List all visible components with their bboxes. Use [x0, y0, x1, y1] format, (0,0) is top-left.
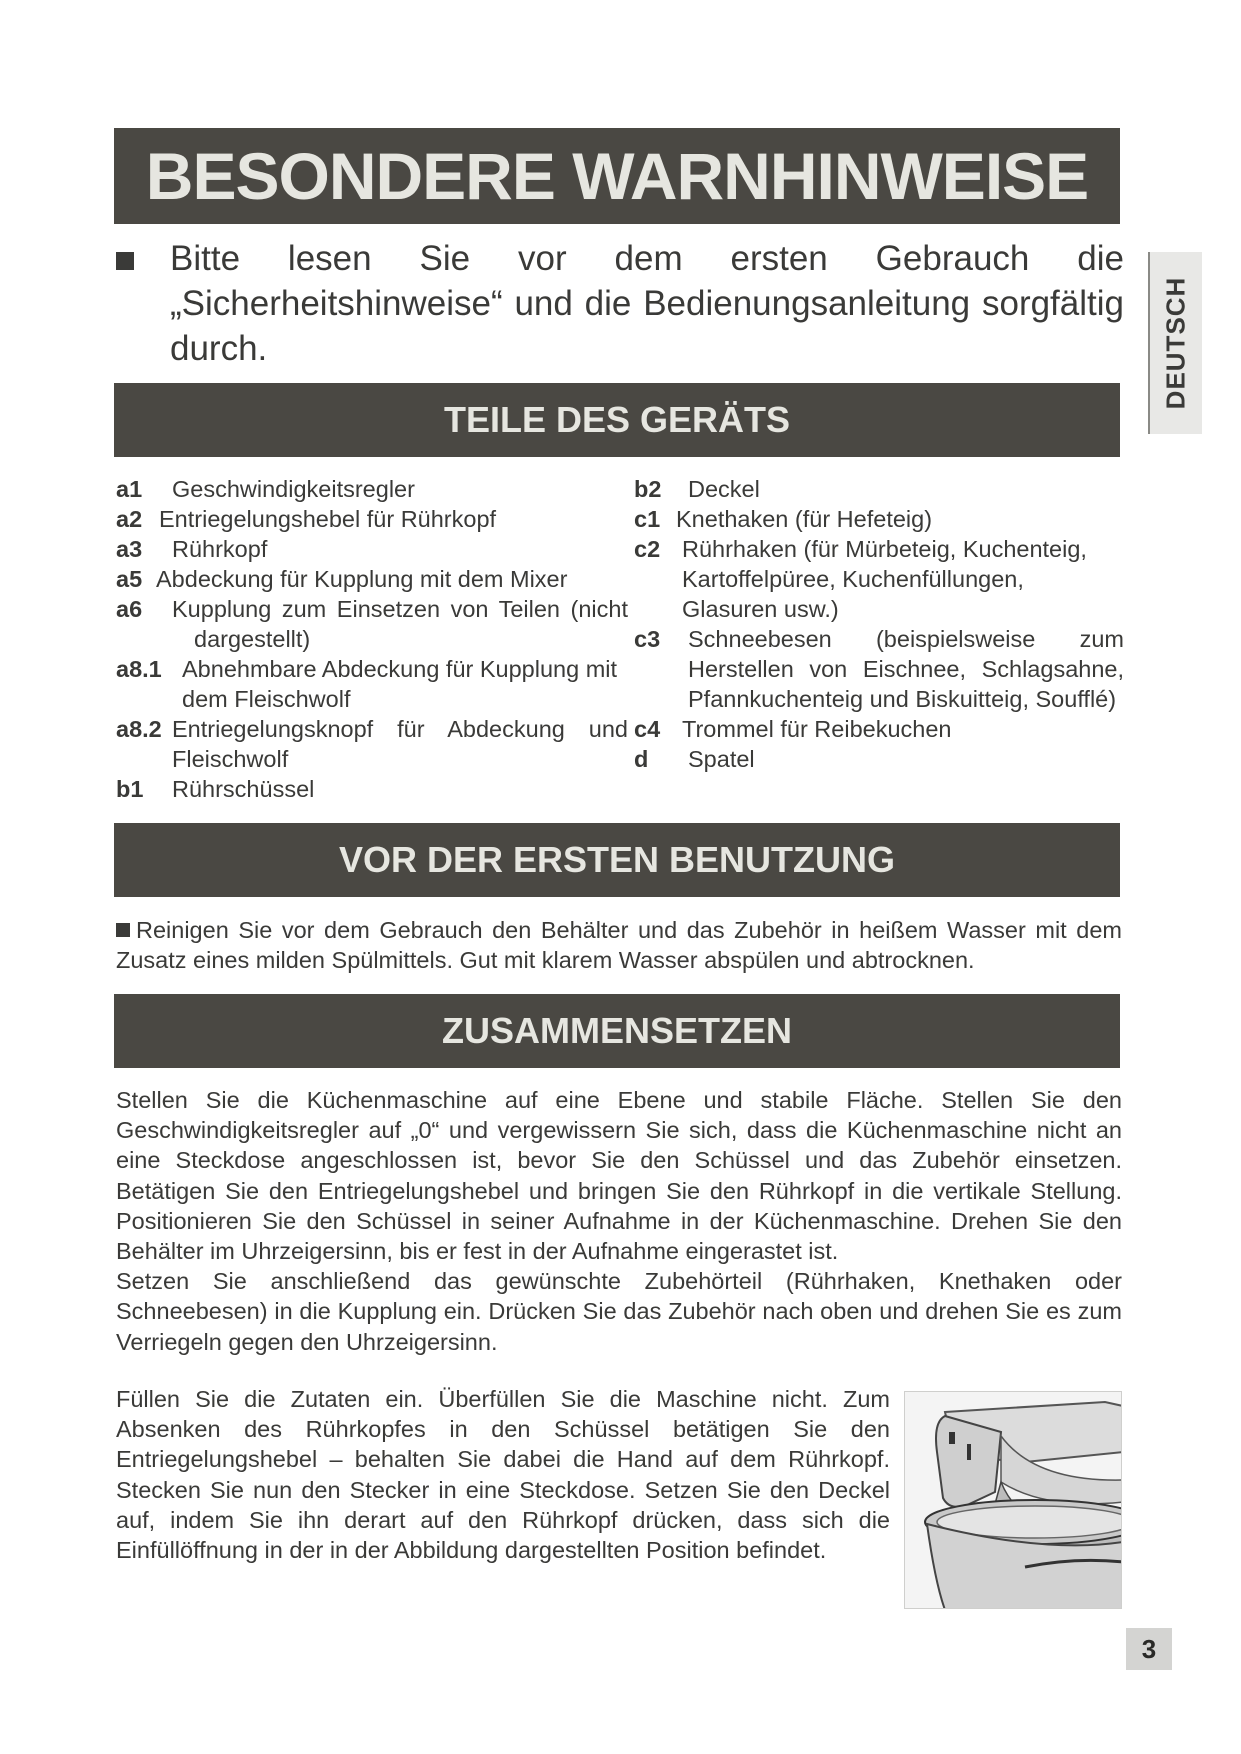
part-code: d	[634, 746, 649, 772]
assemble-text-3: Füllen Sie die Zutaten ein. Überfüllen Sie die Maschine nicht. Zum Absenken des Rührkopfes in den Schüssel betätigen Sie den Entriegelungshebel – behalten Sie dabei die Hand auf dem Rührkopf. Stecken Sie nun den Stecker in eine Steckdose. Setzen Sie den Deckel auf, indem Sie ihn derart auf den Rührkopf drücken, dass sich die Einfüllöffnung in der in der Abbildung dargestellten Position befindet.	[116, 1386, 890, 1564]
part-label: Entriegelungshebel für Rührkopf	[159, 506, 497, 532]
list-item	[634, 534, 1124, 624]
part-label: Rührhaken (für Mürbeteig, Kuchenteig, Kartoffelpüree, Kuchenfüllungen, Glasuren usw.)	[682, 536, 1087, 622]
section-heading-parts: TEILE DES GERÄTS	[114, 383, 1120, 457]
first-use-text: Reinigen Sie vor dem Gebrauch den Behälter und das Zubehör in heißem Wasser mit dem Zusatz eines milden Spülmittels. Gut mit klarem Wasser abspülen und abtrocknen.	[116, 917, 1122, 974]
language-tab-label: DEUTSCH	[1160, 276, 1191, 410]
part-code: a1	[116, 476, 143, 502]
list-item	[634, 744, 1124, 774]
assemble-paragraph	[116, 1085, 1122, 1357]
part-label: Schneebesen (beispielsweise zum Herstellen von Eischnee, Schlagsahne, Pfannkuchenteig und Biskuitteig, Soufflé)	[688, 626, 1124, 712]
part-label: Kupplung zum Einsetzen von Teilen (nicht dargestellt)	[172, 596, 628, 652]
assemble-text-1: Stellen Sie die Küchenmaschine auf eine Ebene und stabile Fläche. Stellen Sie den Geschwindigkeitsregler auf „0“ und vergewissern Sie sich, dass die Küchenmaschine nicht an eine Steckdose angeschlossen ist, bevor Sie den Schüssel und das Zubehör einsetzen. Betätigen Sie den Entriegelungshebel und bringen Sie den Rührkopf in die vertikale Stellung. Positionieren Sie den Schüssel in seiner Aufnahme in der Küchenmaschine. Drehen Sie den Behälter im Uhrzeigersinn, bis er fest in der Aufnahme eingerastet ist.	[116, 1087, 1122, 1265]
list-item	[634, 504, 1124, 534]
part-label: Spatel	[688, 746, 755, 772]
part-code: c4	[634, 716, 661, 742]
list-item	[116, 504, 628, 534]
part-code: a5	[116, 566, 143, 592]
part-code: c2	[634, 536, 661, 562]
list-item	[116, 774, 628, 804]
mixer-illustration	[904, 1391, 1122, 1609]
list-item	[634, 714, 1124, 744]
part-code: a8.1	[116, 656, 162, 682]
list-item	[116, 714, 628, 774]
page-number: 3	[1126, 1628, 1172, 1670]
section-heading-assemble: ZUSAMMENSETZEN	[114, 994, 1120, 1068]
first-use-paragraph	[116, 915, 1122, 975]
part-label: Abnehmbare Abdeckung für Kupplung mit dem Fleischwolf	[182, 656, 618, 712]
safety-notice	[116, 236, 1124, 371]
assemble-text-2: Setzen Sie anschließend das gewünschte Zubehörteil (Rührhaken, Knethaken oder Schneebesen) in die Kupplung ein. Drücken Sie das Zubehör nach oben und drehen Sie es zum Verriegeln gegen den Uhrzeigersinn.	[116, 1268, 1122, 1355]
part-label: Abdeckung für Kupplung mit dem Mixer	[156, 566, 568, 592]
part-label: Deckel	[688, 476, 760, 502]
part-label: Trommel für Reibekuchen	[682, 716, 952, 742]
list-item	[116, 474, 628, 504]
list-item	[116, 594, 628, 654]
parts-list-right	[634, 474, 1124, 774]
list-item	[634, 474, 1124, 504]
part-label: Knethaken (für Hefeteig)	[676, 506, 933, 532]
part-code: c1	[634, 506, 661, 532]
part-code: b1	[116, 776, 144, 802]
list-item	[634, 624, 1124, 714]
part-code: a3	[116, 536, 143, 562]
part-label: Rührschüssel	[172, 776, 315, 802]
bullet-square-icon	[116, 923, 130, 937]
part-code: c3	[634, 626, 661, 652]
list-item	[116, 534, 628, 564]
part-label: Geschwindigkeitsregler	[172, 476, 415, 502]
parts-list-left	[116, 474, 628, 804]
language-tab	[1148, 252, 1202, 434]
part-label: Entriegelungsknopf für Abdeckung und Fleischwolf	[172, 716, 628, 772]
part-code: a6	[116, 596, 143, 622]
page-title: BESONDERE WARNHINWEISE	[114, 128, 1120, 224]
part-code: b2	[634, 476, 662, 502]
part-label: Rührkopf	[172, 536, 268, 562]
mixer-head-image	[905, 1392, 1122, 1609]
part-code: a8.2	[116, 716, 162, 742]
section-heading-first-use: VOR DER ERSTEN BENUTZUNG	[114, 823, 1120, 897]
part-code: a2	[116, 506, 143, 532]
safety-notice-text: Bitte lesen Sie vor dem ersten Gebrauch die „Sicherheitshinweise“ und die Bedienungsanleitung sorgfältig durch.	[170, 239, 1124, 368]
assemble-paragraph-2	[116, 1384, 890, 1565]
list-item	[116, 564, 628, 594]
list-item	[116, 654, 628, 714]
bullet-square-icon	[116, 252, 134, 270]
